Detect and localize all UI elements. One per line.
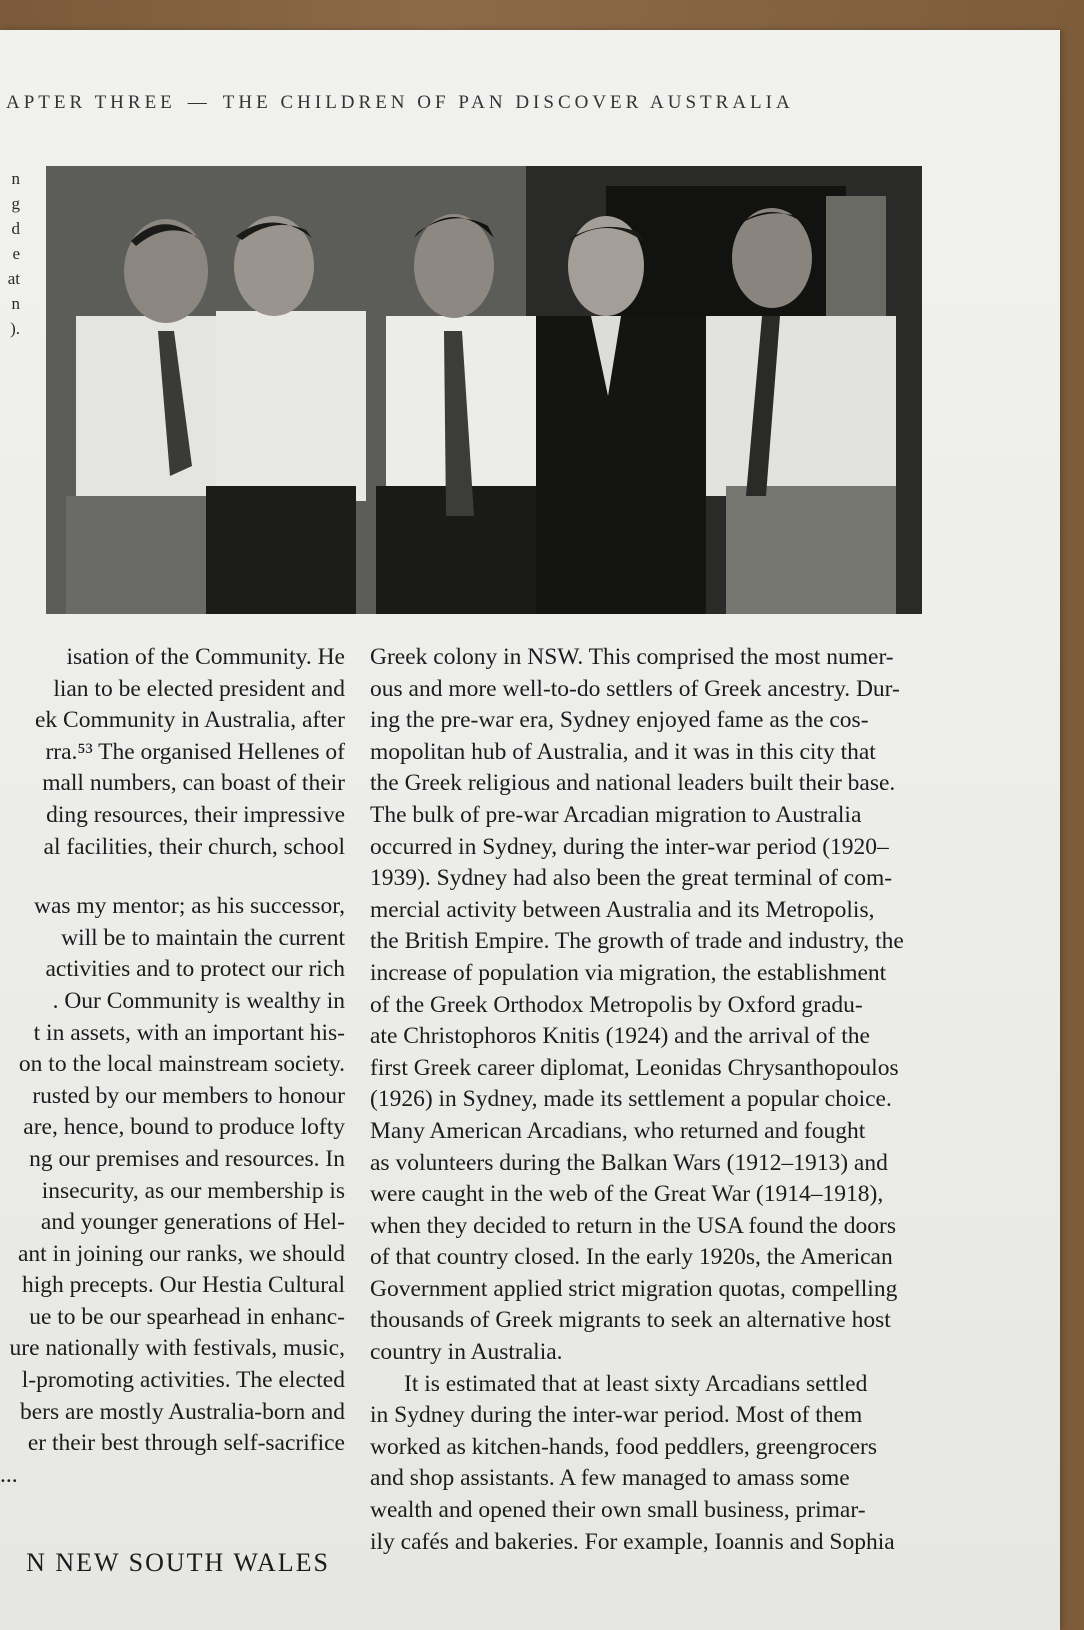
text-line: occurred in Sydney, during the inter-war period (1920–	[370, 833, 889, 860]
text-line: t in assets, with an important his-	[33, 1019, 345, 1046]
text-line: high precepts. Our Hestia Cultural	[21, 1272, 345, 1299]
text-line: mopolitan hub of Australia, and it was in this city that	[370, 738, 876, 765]
text-line: er their best through self-sacrifice	[27, 1430, 345, 1457]
text-line: ue to be our spearhead in enhanc-	[29, 1303, 345, 1330]
text-line: rra.⁵³ The organised Hellenes of	[45, 738, 345, 765]
text-line: and younger generations of Hel-	[40, 1209, 345, 1236]
text-line: mall numbers, can boast of their	[42, 770, 345, 797]
text-line: bers are mostly Australia-born and	[20, 1398, 345, 1425]
text-line: first Greek career diplomat, Leonidas Chrysanthopoulos	[370, 1054, 899, 1081]
text-line: The bulk of pre-war Arcadian migration to Australia	[370, 801, 862, 828]
text-line: al facilities, their church, school	[43, 833, 345, 860]
margin-fragment: d	[11, 219, 20, 238]
section-heading: N NEW SOUTH WALES	[26, 1548, 330, 1577]
margin-fragment: e	[12, 244, 20, 263]
text-line: l-promoting activities. The elected	[21, 1367, 345, 1394]
text-line: activities and to protect our rich	[45, 956, 345, 983]
text-line: will be to maintain the current	[61, 924, 345, 951]
text-line: were caught in the web of the Great War (1914–1918),	[370, 1181, 884, 1208]
text-line: increase of population via migration, the establishment	[370, 959, 887, 986]
left-paragraph-2	[0, 891, 345, 1460]
text-line: in Sydney during the inter-war period. Most of them	[370, 1402, 863, 1429]
text-line: isation of the Community. He	[66, 644, 345, 670]
text-line: ure nationally with festivals, music,	[9, 1335, 345, 1362]
text-line: ate Christophoros Knitis (1924) and the arrival of the	[370, 1023, 870, 1050]
photo-illustration	[46, 166, 922, 614]
text-line: and shop assistants. A few managed to amass some	[370, 1465, 850, 1492]
margin-fragment: ).	[10, 319, 20, 338]
margin-fragment: n	[11, 294, 20, 313]
text-line: . Our Community is wealthy in	[52, 987, 345, 1014]
text-line: insecurity, as our membership is	[41, 1177, 345, 1204]
text-line: wealth and opened their own small business, primar-	[370, 1497, 866, 1524]
text-line: rusted by our members to honour	[32, 1082, 345, 1109]
text-line: It is estimated that at least sixty Arcadians settled	[404, 1370, 868, 1397]
text-line: was my mentor; as his successor,	[33, 893, 345, 920]
text-line: mercial activity between Australia and its Metropolis,	[370, 896, 875, 923]
right-paragraph-1	[370, 642, 930, 1369]
text-line: when they decided to return in the USA found the doors	[370, 1212, 897, 1239]
text-line: worked as kitchen-hands, food peddlers, greengrocers	[370, 1433, 878, 1460]
text-line: of the Greek Orthodox Metropolis by Oxford gradu-	[370, 991, 863, 1018]
text-line: as volunteers during the Balkan Wars (1912–1913) and	[370, 1149, 888, 1176]
group-photograph	[46, 166, 922, 614]
running-head-separator: —	[187, 92, 211, 113]
text-line: ily cafés and bakeries. For example, Ioannis and Sophia	[370, 1528, 895, 1555]
text-line: the British Empire. The growth of trade and industry, the	[370, 928, 904, 955]
text-line: Greek colony in NSW. This comprised the most numer-	[370, 644, 894, 670]
text-line: ek Community in Australia, after	[34, 707, 345, 734]
chapter-label: APTER THREE	[6, 92, 176, 113]
running-head	[6, 92, 1046, 114]
left-column-text	[0, 642, 345, 1491]
book-page	[0, 30, 1060, 1630]
left-paragraph-1	[0, 642, 345, 863]
text-line: are, hence, bound to produce lofty	[23, 1114, 345, 1141]
ellipsis: ...	[0, 1461, 18, 1488]
text-line: 1939). Sydney had also been the great terminal of com-	[370, 865, 893, 892]
text-line: ding resources, their impressive	[46, 801, 345, 828]
text-line: lian to be elected president and	[53, 675, 345, 702]
right-paragraph-2	[370, 1369, 930, 1559]
margin-fragment: n	[11, 169, 20, 188]
margin-text-fragments	[0, 166, 20, 341]
text-line: on to the local mainstream society.	[18, 1051, 345, 1078]
text-line: the Greek religious and national leaders built their base.	[370, 770, 896, 797]
text-line: country in Australia.	[370, 1339, 563, 1366]
text-line: Government applied strict migration quotas, compelling	[370, 1275, 898, 1302]
chapter-title: THE CHILDREN OF PAN DISCOVER AUSTRALIA	[222, 92, 794, 113]
text-line: ant in joining our ranks, we should	[17, 1240, 345, 1267]
text-line: thousands of Greek migrants to seek an alternative host	[370, 1307, 891, 1334]
text-line: (1926) in Sydney, made its settlement a popular choice.	[370, 1086, 892, 1113]
text-line: Many American Arcadians, who returned and fought	[370, 1117, 866, 1144]
text-line: ous and more well-to-do settlers of Greek ancestry. Dur-	[370, 675, 900, 702]
right-column-text	[370, 642, 930, 1558]
text-line: of that country closed. In the early 1920s, the American	[370, 1244, 893, 1271]
margin-fragment: g	[11, 194, 20, 213]
text-line: ing the pre-war era, Sydney enjoyed fame as the cos-	[370, 707, 869, 734]
text-line: ng our premises and resources. In	[29, 1145, 345, 1172]
margin-fragment: at	[7, 269, 20, 288]
